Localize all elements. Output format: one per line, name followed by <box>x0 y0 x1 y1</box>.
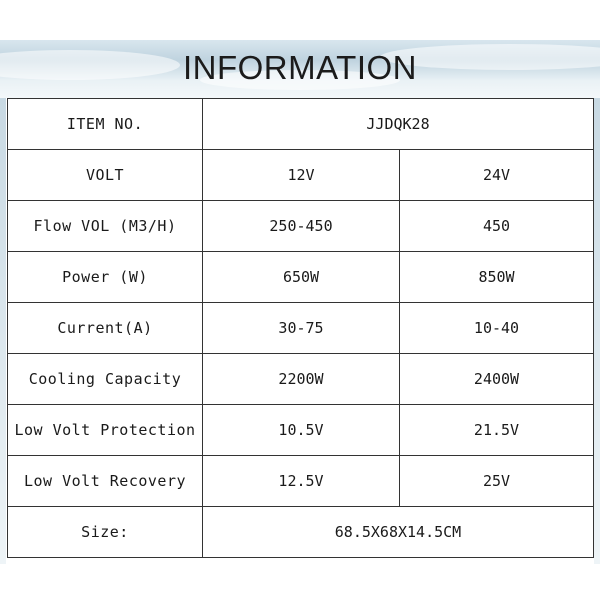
size-label: Size: <box>8 507 203 558</box>
value-24v: 25V <box>400 456 594 507</box>
row-label: Power (W) <box>8 252 203 303</box>
value-24v: 2400W <box>400 354 594 405</box>
value-24v: 10-40 <box>400 303 594 354</box>
item-no-label: ITEM NO. <box>8 99 203 150</box>
value-24v: 24V <box>400 150 594 201</box>
value-24v: 450 <box>400 201 594 252</box>
row-label: Flow VOL (M3/H) <box>8 201 203 252</box>
spec-table <box>7 98 594 558</box>
left-edge-decoration <box>0 98 6 564</box>
table-row <box>8 252 594 303</box>
table-row <box>8 201 594 252</box>
value-12v: 30-75 <box>203 303 400 354</box>
right-edge-decoration <box>594 98 600 564</box>
value-12v: 12V <box>203 150 400 201</box>
row-label: VOLT <box>8 150 203 201</box>
table-row <box>8 405 594 456</box>
value-12v: 10.5V <box>203 405 400 456</box>
table-row <box>8 456 594 507</box>
table-row <box>8 507 594 558</box>
item-no-value: JJDQK28 <box>203 99 594 150</box>
size-value: 68.5X68X14.5CM <box>203 507 594 558</box>
value-24v: 21.5V <box>400 405 594 456</box>
row-label: Cooling Capacity <box>8 354 203 405</box>
row-label: Current(A) <box>8 303 203 354</box>
table-row <box>8 150 594 201</box>
row-label: Low Volt Protection <box>8 405 203 456</box>
value-12v: 650W <box>203 252 400 303</box>
row-label: Low Volt Recovery <box>8 456 203 507</box>
value-12v: 12.5V <box>203 456 400 507</box>
value-24v: 850W <box>400 252 594 303</box>
value-12v: 250-450 <box>203 201 400 252</box>
page-title: INFORMATION <box>182 49 418 86</box>
table-row <box>8 354 594 405</box>
value-12v: 2200W <box>203 354 400 405</box>
table-row <box>8 99 594 150</box>
table-row <box>8 303 594 354</box>
